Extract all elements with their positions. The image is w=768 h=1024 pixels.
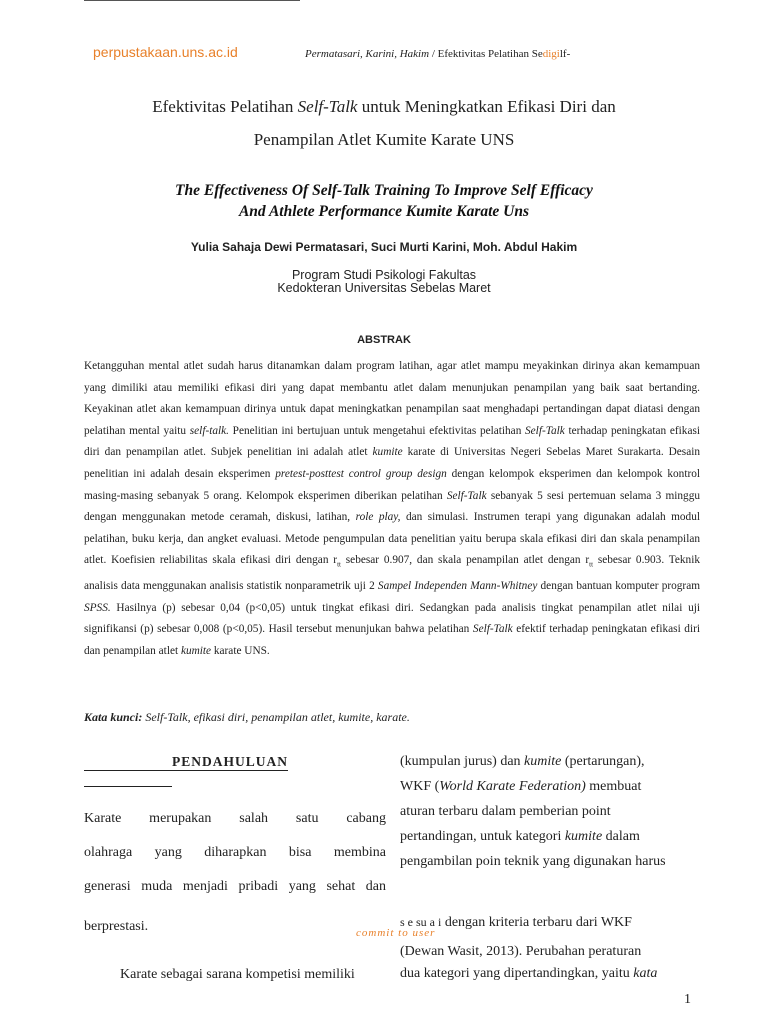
right-line: aturan terbaru dalam pemberian point [400,804,611,819]
title-line-1 [0,97,768,117]
right-line: dua kategori yang dipertandingkan, yaitu kata [400,966,658,981]
title-text: Efektivitas Pelatihan [152,97,298,116]
pdf-mark: digi [542,48,560,60]
affiliation-line-2: Kedokteran Universitas Sebelas Maret [277,281,491,295]
intro-line: Karate merupakan salah satu cabang [84,811,386,826]
title-italic: Self-Talk [297,97,358,116]
heading-rule [84,770,172,771]
authors: Yulia Sahaja Dewi Permatasari, Suci Murti Karini, Moh. Abdul Hakim [190,240,578,254]
right-line: (Dewan Wasit, 2013). Perubahan peraturan [400,944,642,959]
running-header [305,48,570,60]
title-text: untuk Meningkatkan Efikasi Diri dan [357,97,616,116]
english-title-line-1: The Effectiveness Of Self-Talk Training To Improve Self Efficacy [175,182,593,199]
right-line: s e su a i dengan kriteria terbaru dari WKF [400,915,632,930]
right-line: pengambilan poin teknik yang digunakan harus [400,854,666,869]
title-line-2: Penampilan Atlet Kumite Karate UNS [253,130,515,149]
intro-line: berprestasi. [84,919,149,934]
page-number: 1 [684,992,691,1007]
running-title-prefix: / Efektivitas Pelatihan Se [431,48,543,60]
right-line: pertandingan, untuk kategori kumite dalam [400,829,640,844]
commit-watermark: commit to user [356,927,436,939]
keywords-label: Kata kunci: [84,710,143,724]
running-authors: Permatasari, Karini, Hakim [305,48,430,60]
keywords [84,710,700,725]
affiliation-line-1: Program Studi Psikologi Fakultas [291,268,477,282]
abstract-heading: ABSTRAK [357,334,411,346]
intro-line: Karate sebagai sarana kompetisi memiliki [120,967,355,982]
right-line: WKF (World Karate Federation) membuat [400,779,642,794]
running-title [432,48,570,60]
right-line: (kumpulan jurus) dan kumite (pertarungan), [400,754,645,769]
intro-line: olahraga yang diharapkan bisa membina [84,845,386,860]
english-title-line-2: And Athlete Performance Kumite Karate Uns [238,203,530,220]
top-rule [84,0,300,1]
keywords-text: Self-Talk, efikasi diri, penampilan atlet, kumite, karate. [142,710,410,724]
intro-line: generasi muda menjadi pribadi yang sehat dan [84,879,386,894]
intro-heading: PENDAHULUAN [172,754,289,769]
site-link[interactable]: perpustakaan.uns.ac.id [93,44,238,60]
abstract-body: Ketangguhan mental atlet sudah harus ditanamkan dalam program latihan, agar atlet mampu meyakinkan dirinya akan kemampuan yang dimiliki atau memiliki efikasi diri yang dapat membantu atlet dalam menunjukan penampilan yang baik saat bertanding. Keyakinan atlet akan kemampuan dirinya untuk dapat meningkatkan penampilan saat menghadapi pertandingan dapat diatasi dengan pelatihan mental yaitu self-talk. Penelitian ini bertujuan untuk mengetahui efektivitas pelatihan Self-Talk terhadap peningkatan efikasi diri dan penampilan atlet. Subjek penelitian ini adalah atlet kumite karate di Universitas Negeri Sebelas Maret Surakarta. Desain penelitian ini adalah desain eksperimen pretest-posttest control group design dengan kelompok eksperimen dan kelompok kontrol masing-masing sebanyak 5 orang. Kelompok eksperimen diberikan pelatihan Self-Talk sebanyak 5 sesi pertemuan selama 3 minggu dengan menggunakan metode ceramah, diskusi, latihan, role play, dan simulasi. Instrumen terapi yang digunakan adalah modul pelatihan, buku kerja, dan angket evaluasi. Metode pengumpulan data penelitian yaitu berupa skala efikasi diri dan skala penampilan atlet. Koefisien reliabilitas skala efikasi diri dengan $r_{tt}$ sebesar 0.907, dan skala penampilan atlet dengan $r_{tt}$ sebesar 0.903. Teknik analisis data menggunakan analisis statistik nonparametrik uji 2 Sampel Independen Mann-Whitney dengan bantuan komputer program SPSS. Hasilnya (p) sebesar 0,04 (p<0,05) untuk tingkat efikasi diri. Sedangkan pada analisis tingkat penampilan atlet nilai uji signifikansi (p) sebesar 0,008 (p<0,05). Hasil tersebut menunjukan bahwa pelatihan Self-Talk efektif terhadap peningkatan efikasi diri dan penampilan atlet kumite karate UNS. [84,360,701,657]
running-title-suffix: lf- [559,48,571,60]
heading-rule [84,786,172,787]
